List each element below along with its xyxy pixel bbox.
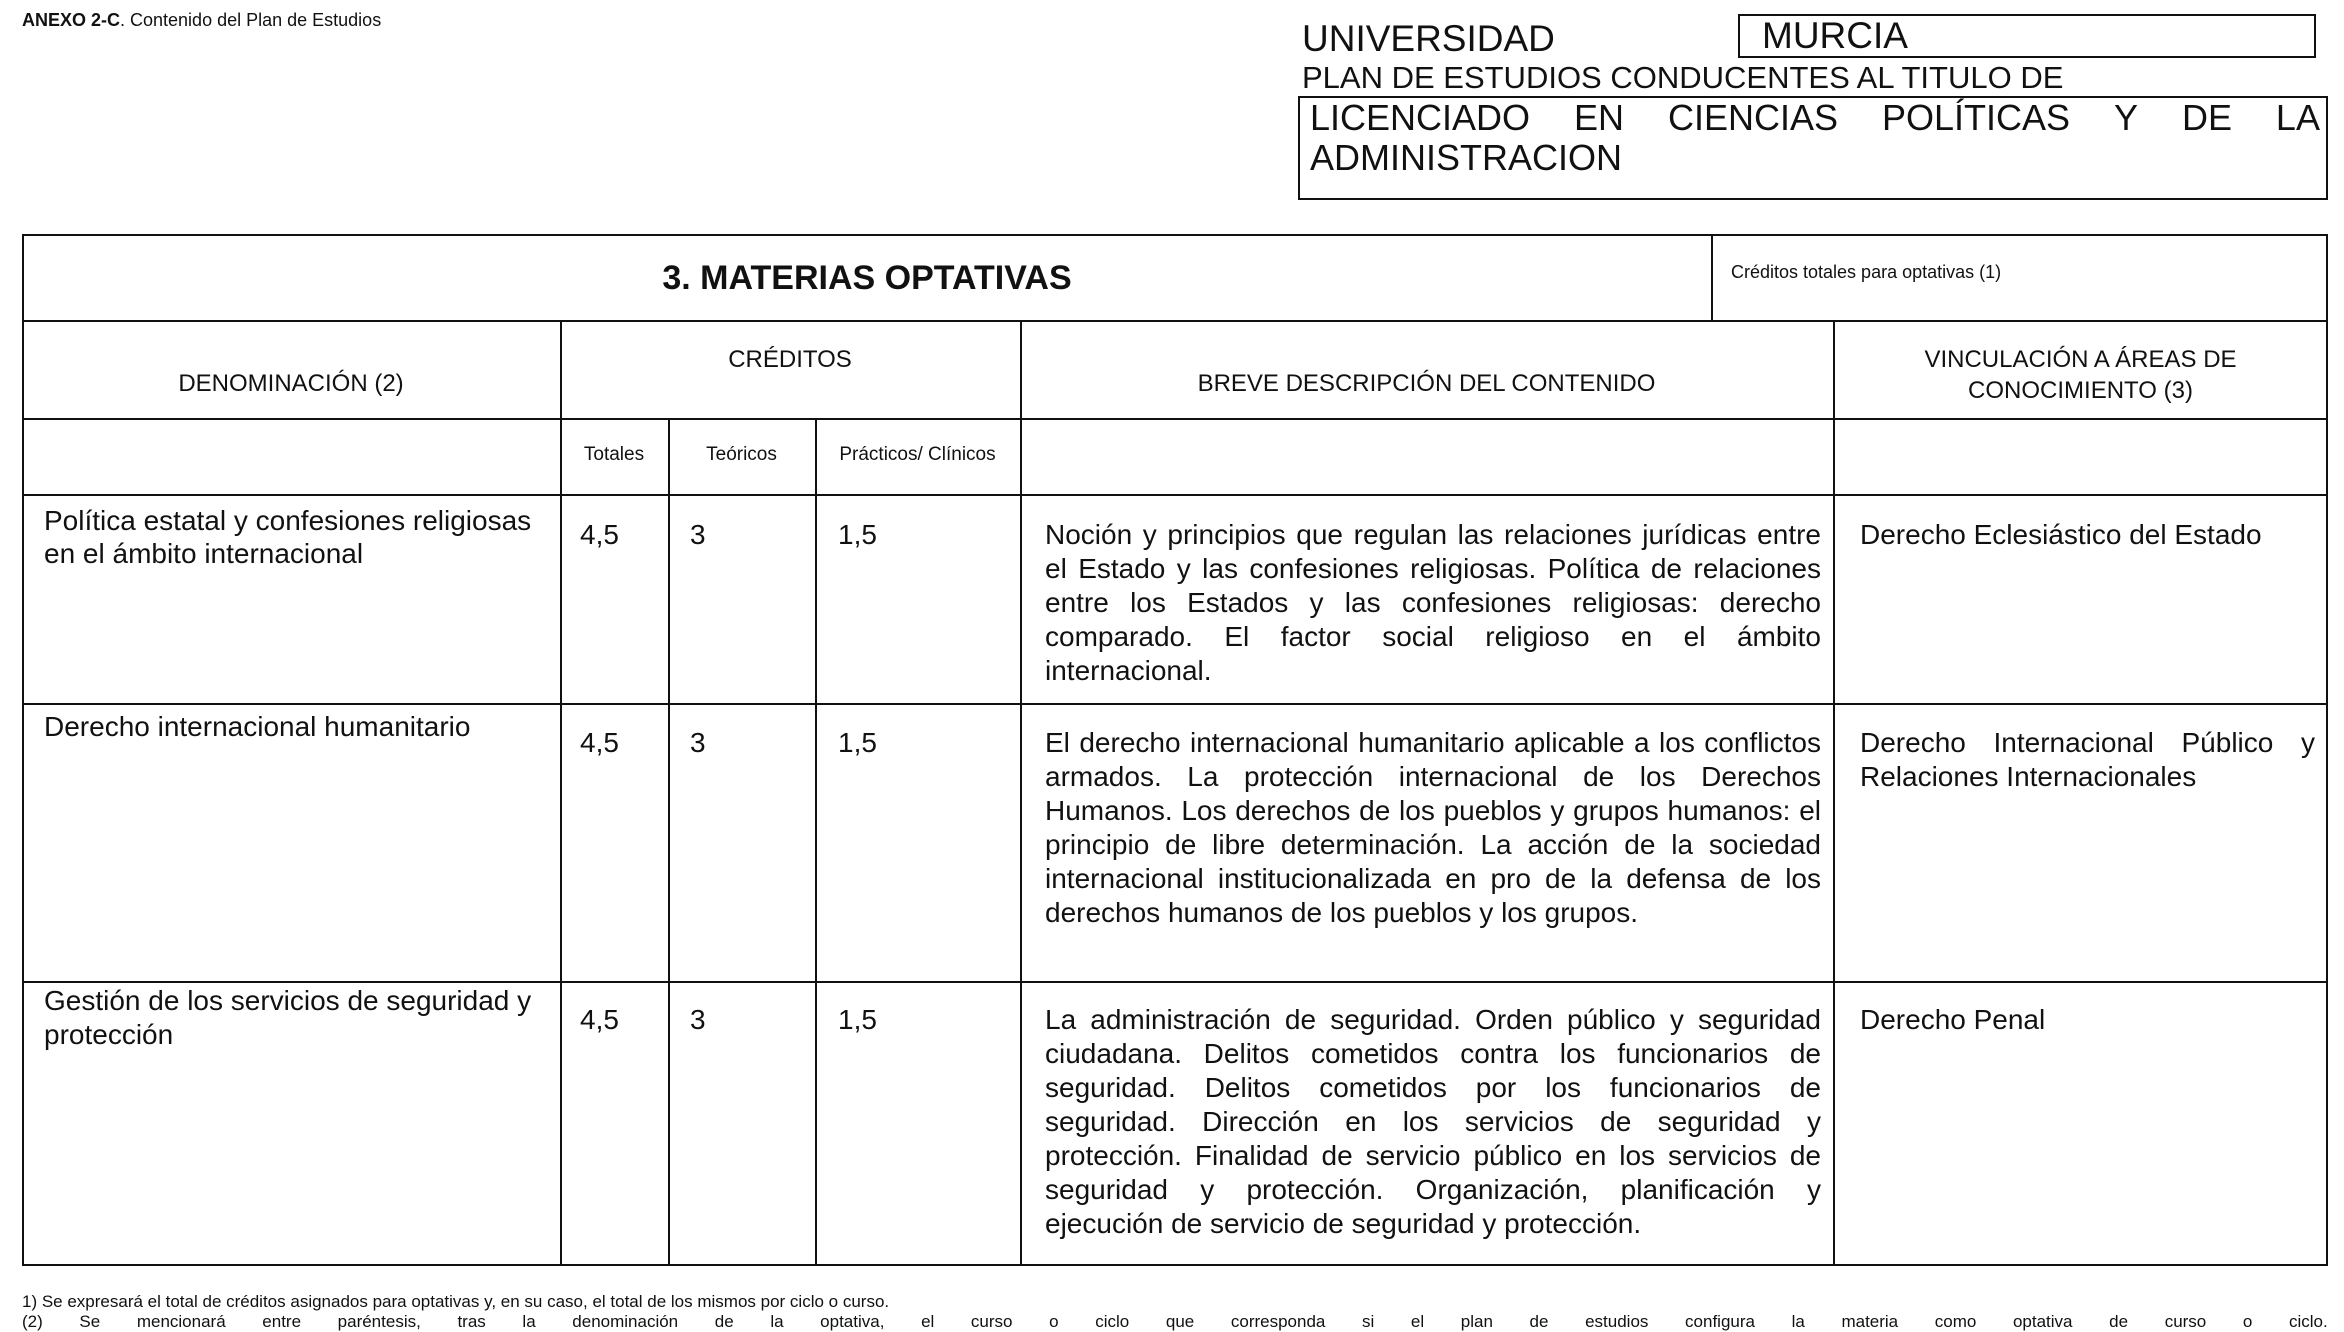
- footnote-2-word: (2): [22, 1312, 43, 1331]
- footnote-2-word: optativa: [2012, 1312, 2073, 1331]
- row-3-denominacion: Gestión de los servicios de seguridad y protección: [44, 985, 532, 1050]
- table-rule: [815, 418, 817, 1266]
- table-rule: [22, 418, 2328, 420]
- row-1-teoricos: 3: [690, 519, 706, 550]
- titulo-word: Y: [2113, 97, 2138, 138]
- col-totales: Totales: [583, 444, 645, 465]
- footnote-2-word: la: [770, 1312, 784, 1331]
- row-3-vinculacion: Derecho Penal: [1860, 1004, 2046, 1035]
- table-rule: [22, 703, 2328, 705]
- footnote-2-word: Se: [79, 1312, 101, 1331]
- footnote-2-word: estudios: [1585, 1312, 1649, 1331]
- row-2-practicos: 1,5: [838, 727, 877, 758]
- footnote-2-word: configura: [1685, 1312, 1755, 1331]
- footnote-2-word: denominación: [572, 1312, 679, 1331]
- universidad-label: UNIVERSIDAD: [1302, 18, 1555, 59]
- table-rule: [22, 981, 2328, 983]
- section-title: 3. MATERIAS OPTATIVAS: [662, 258, 1072, 297]
- anexo-label: ANEXO 2-C: [22, 10, 121, 30]
- row-3-descripcion: La administración de seguridad. Orden público y seguridad ciudadana. Delitos cometidos contra los funcionarios de seguridad. Delitos cometidos por los funcionarios de seguridad. Dirección en los servicios de seguridad y protección. Finalidad de servicio público en los servicios de seguridad y protección. Organización, planificación y ejecución de servicio de seguridad y protección.: [1045, 1004, 1821, 1239]
- col-descripcion: BREVE DESCRIPCIÓN DEL CONTENIDO: [1197, 370, 1656, 397]
- col-creditos: CRÉDITOS: [728, 346, 852, 373]
- row-3-totales: 4,5: [580, 1004, 619, 1035]
- table-rule: [22, 494, 2328, 496]
- creditos-totales-label: Créditos totales para optativas (1): [1711, 234, 2328, 322]
- titulo-word: CIENCIAS: [1667, 97, 1839, 138]
- footnote-2-word: la: [1791, 1312, 1805, 1331]
- footnote-2-word: o: [1049, 1312, 1059, 1331]
- anexo-heading: [22, 10, 381, 31]
- footnote-2-word: plan: [1460, 1312, 1493, 1331]
- footnote-2-word: si: [1362, 1312, 1375, 1331]
- footnote-2-word: la: [522, 1312, 536, 1331]
- titulo-word: LICENCIADO: [1310, 97, 1531, 138]
- table-rule: [560, 418, 1020, 420]
- footnote-2: [22, 1312, 2328, 1332]
- row-2-vinculacion: Derecho Internacional Público y Relaciones Internacionales: [1860, 727, 2315, 792]
- footnote-2-word: corresponda: [1230, 1312, 1326, 1331]
- titulo-word: DE: [2181, 97, 2232, 138]
- universidad-value: MURCIA: [1738, 14, 2316, 58]
- footnote-2-word: de: [714, 1312, 734, 1331]
- footnote-2-word: curso: [970, 1312, 1013, 1331]
- footnote-2-word: como: [1934, 1312, 1977, 1331]
- col-teoricos: Teóricos: [706, 444, 777, 465]
- footnote-2-word: ciclo: [1095, 1312, 1130, 1331]
- anexo-text: . Contenido del Plan de Estudios: [120, 10, 382, 30]
- footnote-2-word: de: [2109, 1312, 2129, 1331]
- table-rule: [22, 320, 2328, 322]
- row-3-teoricos: 3: [690, 1004, 706, 1035]
- row-1-descripcion: Noción y principios que regulan las relaciones jurídicas entre el Estado y las confesiones religiosas. Política de relaciones entre los Estados y las confesiones religiosas: derecho comparado. El factor social religioso en el ámbito internacional.: [1045, 519, 1821, 686]
- row-1-totales: 4,5: [580, 519, 619, 550]
- footnote-2-word: materia: [1841, 1312, 1899, 1331]
- row-3-practicos: 1,5: [838, 1004, 877, 1035]
- table-rule: [1833, 320, 1835, 1266]
- footnote-2-word: tras: [457, 1312, 486, 1331]
- col-vinculacion-line1: VINCULACIÓN A ÁREAS DE: [1924, 346, 2237, 373]
- footnote-1: 1) Se expresará el total de créditos asignados para optativas y, en su caso, el total de los mismos por ciclo o curso.: [22, 1292, 890, 1311]
- row-2-totales: 4,5: [580, 727, 619, 758]
- footnote-2-word: mencionará: [136, 1312, 226, 1331]
- titulo-word: POLÍTICAS: [1881, 97, 2071, 138]
- row-1-practicos: 1,5: [838, 519, 877, 550]
- col-denominacion: DENOMINACIÓN (2): [178, 370, 404, 397]
- titulo-box: [1298, 96, 2328, 200]
- row-2-denominacion: Derecho internacional humanitario: [44, 711, 471, 742]
- footnote-2-word: entre: [262, 1312, 302, 1331]
- footnote-2-word: o: [2242, 1312, 2253, 1331]
- footnote-2-word: el: [1410, 1312, 1425, 1331]
- titulo-word: EN: [1574, 97, 1625, 138]
- footnote-2-word: que: [1165, 1312, 1195, 1331]
- footnote-2-word: paréntesis,: [337, 1312, 421, 1331]
- titulo-line-2: ADMINISTRACION: [1310, 137, 1623, 178]
- footnote-2-word: de: [1529, 1312, 1549, 1331]
- plan-label: PLAN DE ESTUDIOS CONDUCENTES AL TITULO DE: [1302, 60, 2064, 95]
- titulo-word: LA: [2275, 97, 2320, 138]
- row-1-vinculacion: Derecho Eclesiástico del Estado: [1860, 519, 2262, 550]
- col-practicos: Prácticos/ Clínicos: [839, 444, 996, 465]
- footnote-2-word: el: [921, 1312, 935, 1331]
- row-2-teoricos: 3: [690, 727, 706, 758]
- footnote-2-word: ciclo.: [2288, 1312, 2328, 1331]
- col-vinculacion: [1833, 344, 2328, 406]
- row-2-descripcion: El derecho internacional humanitario aplicable a los conflictos armados. La protección internacional de los Derechos Humanos. Los derechos de los pueblos y grupos humanos: el principio de libre determinación. La acción de la sociedad internacional institucionalizada en pro de la defensa de los derechos humanos de los pueblos y los grupos.: [1045, 727, 1821, 928]
- footnote-2-word: curso: [2164, 1312, 2207, 1331]
- table-rule: [668, 418, 670, 1266]
- table-rule: [1020, 320, 1022, 1266]
- footnote-2-word: optativa,: [820, 1312, 885, 1331]
- titulo-line-1: [1310, 98, 2320, 138]
- col-vinculacion-line2: CONOCIMIENTO (3): [1968, 377, 2193, 404]
- row-1-denominacion: Política estatal y confesiones religiosas en el ámbito internacional: [44, 505, 532, 569]
